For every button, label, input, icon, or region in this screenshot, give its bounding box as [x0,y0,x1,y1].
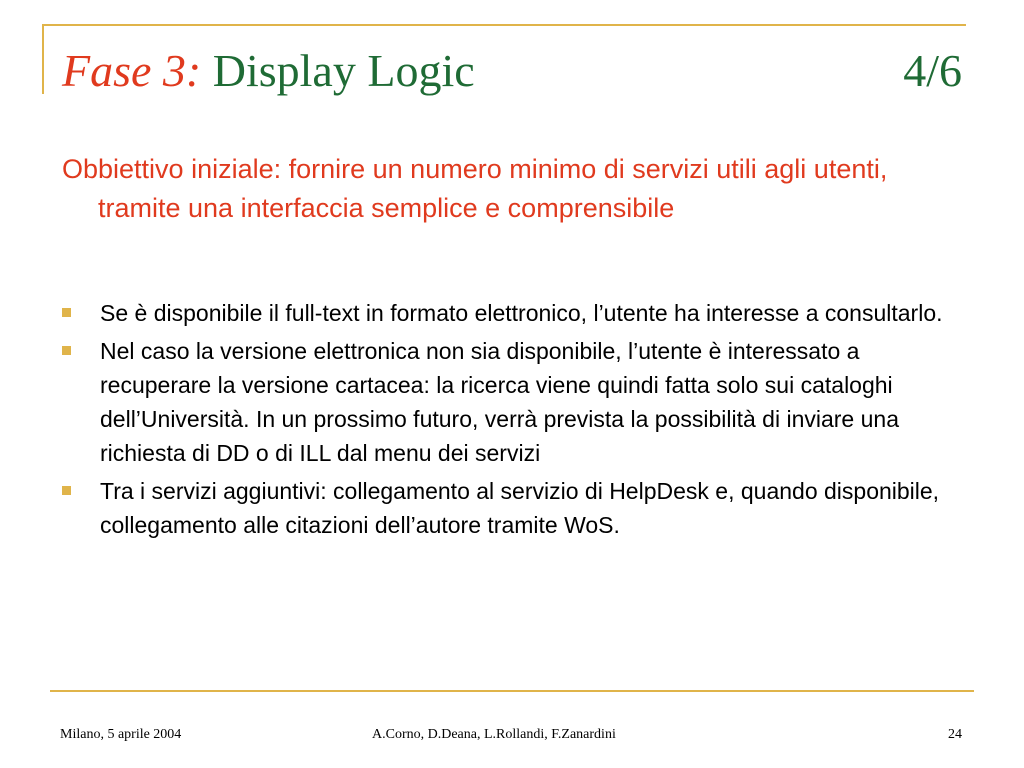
bullet-text: Tra i servizi aggiuntivi: collegamento al servizio di HelpDesk e, quando disponibile, collegamento alle citazioni dell’autore tramite WoS. [100,478,940,538]
square-bullet-icon [62,308,71,317]
square-bullet-icon [62,346,71,355]
bullet-text: Se è disponibile il full-text in formato elettronico, l’utente ha interesse a consultarlo. [100,300,943,326]
objective-text: Obbiettivo iniziale: fornire un numero minimo di servizi utili agli utenti, tramite una interfaccia semplice e comprensibile [62,154,888,223]
bullet-text: Nel caso la versione elettronica non sia disponibile, l’utente è interessato a recuperare la versione cartacea: la ricerca viene quindi fatta solo sui cataloghi dell’Università. In un prossimo futuro, verrà prevista la possibilità di inviare una richiesta di DD o di ILL dal menu dei servizi [100,338,899,466]
footer-authors: A.Corno, D.Deana, L.Rollandi, F.Zanardini [372,727,616,742]
title-main: Display Logic [212,45,475,96]
title-frame-left-rule [42,24,44,94]
bullet-item [62,334,972,470]
footer-page-number: 24 [948,727,962,742]
bullet-item [62,296,972,330]
footer-rule [50,690,974,692]
footer-date: Milano, 5 aprile 2004 [60,727,182,742]
title-frame-top-rule [42,24,966,26]
bullet-list [62,296,972,546]
bullet-item [62,474,972,542]
slide-counter: 4/6 [903,45,962,96]
slide-title [62,44,962,104]
square-bullet-icon [62,486,71,495]
title-prefix: Fase 3: [62,45,202,96]
